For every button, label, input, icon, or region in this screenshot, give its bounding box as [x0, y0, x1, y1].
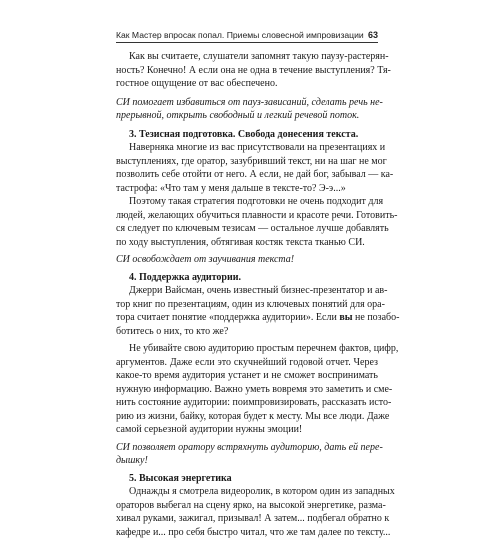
paragraph [116, 50, 378, 91]
paragraph [116, 195, 378, 249]
text-line: гостное ощущение от вас обеспечено. [116, 77, 378, 91]
text-line: дышку! [116, 454, 378, 468]
section-heading: 3. Тезисная подготовка. Свобода донесения текста. [116, 128, 378, 142]
text-line: Джерри Вайсман, очень известный бизнес-презентатор и ав- [116, 284, 378, 298]
si-note [116, 96, 378, 123]
text-line: выступлениях, где оратор, зазубривший текст, ни на шаг не мог [116, 155, 378, 169]
text-line: хивал руками, зажигал, призывал! А затем... подбегал обратно к [116, 512, 378, 526]
text-line: Поэтому такая стратегия подготовки не очень подходит для [116, 195, 378, 209]
text-line: по ходу выступления, обтягивая костяк текста тканью СИ. [116, 236, 378, 250]
paragraph [116, 342, 378, 437]
si-note [116, 441, 378, 468]
text-line: тор книг по презентациям, один из ключевых понятий для ора- [116, 298, 378, 312]
section-heading: 4. Поддержка аудитории. [116, 271, 378, 285]
header-rule [116, 42, 378, 43]
page-number: 63 [368, 28, 378, 42]
paragraph [116, 284, 378, 338]
emphasis-word: вы [339, 312, 352, 323]
text-line: ся следует по ключевым тезисам — остальное лучше добавлять [116, 222, 378, 236]
text-line: кафедре и... про себя быстро читал, что же там далее по тексту... [116, 526, 378, 539]
si-note: СИ освобождает от заучивания текста! [116, 253, 378, 267]
text-line: позволить себе отойти от него. А если, не дай бог, забывал — ка- [116, 168, 378, 182]
section-heading: 5. Высокая энергетика [116, 472, 378, 486]
text-line: Однажды я смотрела видеоролик, в котором один из западных [116, 485, 378, 499]
text-line: самой серьезной аудитории нужны эмоции! [116, 423, 378, 437]
text-line: какое-то время аудитория устанет и не сможет воспринимать [116, 369, 378, 383]
running-title: Как Мастер впросак попал. Приемы словесной импровизации [116, 28, 364, 42]
text-line: ораторов выбегал на сцену ярко, на высокой энергетике, разма- [116, 499, 378, 513]
text-line [116, 311, 378, 325]
text-line: рию из жизни, байку, которая будет к месту. Мы все люди. Даже [116, 410, 378, 424]
paragraph [116, 141, 378, 195]
text-line: нить состояние аудитории: поимпровизировать, рассказать исто- [116, 396, 378, 410]
text-line: прерывной, открыть свободный и легкий речевой поток. [116, 109, 378, 123]
paragraph [116, 485, 378, 539]
text-line: тастрофа: «Что там у меня дальше в тексте-то? Э-э...» [116, 182, 378, 196]
text-line: Не убивайте свою аудиторию простым перечнем фактов, цифр, [116, 342, 378, 356]
text-span: не позабо- [353, 312, 400, 323]
text-line: аргументов. Даже если это скучнейший годовой отчет. Через [116, 356, 378, 370]
text-line: СИ позволяет оратору встряхнуть аудиторию, дать ей пере- [116, 441, 378, 455]
text-line: людей, желающих обучиться плавности и красоте речи. Готовить- [116, 209, 378, 223]
text-line: Наверняка многие из вас присутствовали на презентациях и [116, 141, 378, 155]
text-span: тора считает понятие «поддержка аудитории». Если [116, 312, 339, 323]
text-line: нужную информацию. Важно уметь вовремя это заметить и сме- [116, 383, 378, 397]
text-line: ботитесь о них, то кто же? [116, 325, 378, 339]
text-line: СИ помогает избавиться от пауз-зависаний, сделать речь не- [116, 96, 378, 110]
running-header [116, 28, 378, 42]
text-line: Как вы считаете, слушатели запомнят такую паузу-растерян- [116, 50, 378, 64]
page-body [116, 50, 378, 539]
text-line: ность? Конечно! А если она не одна в течение выступления? Тя- [116, 64, 378, 78]
